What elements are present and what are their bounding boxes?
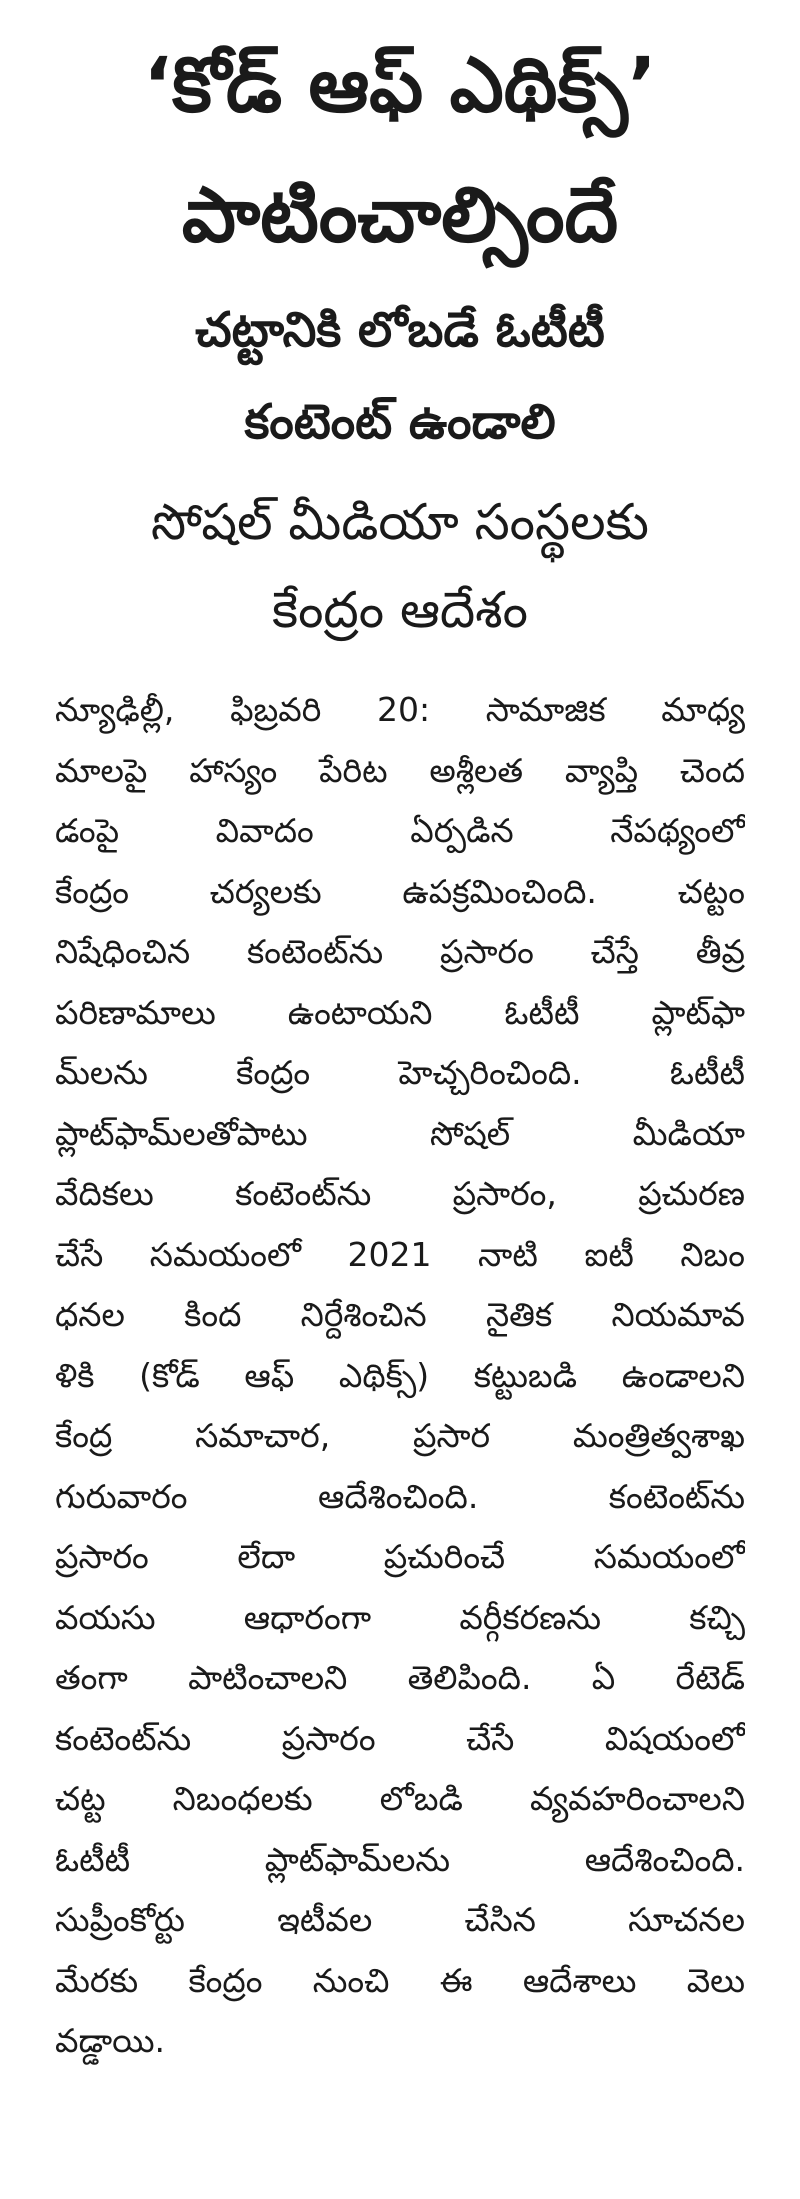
- article-line: గురువారం ఆదేశించింది. కంటెంట్‌ను: [55, 1476, 745, 1516]
- article-line: మేరకు కేంద్రం నుంచి ఈ ఆదేశాలు వెలు: [55, 1960, 745, 2000]
- article-line: వడ్డాయి.: [55, 2021, 166, 2060]
- article-line: ఓటీటీ ప్లాట్‌ఫామ్‌లను ఆదేశించింది.: [55, 1839, 745, 1879]
- article-line: సుప్రీంకోర్టు ఇటీవల చేసిన సూచనల: [55, 1900, 745, 1939]
- article-body: [55, 680, 745, 2072]
- article-line: ళికి (కోడ్ ఆఫ్ ఎథిక్స్) కట్టుబడి ఉండాలని: [55, 1355, 745, 1395]
- article-line: మాలపై హాస్యం పేరిట అశ్లీలత వ్యాప్తి చెంద: [55, 750, 745, 790]
- article-line: ప్లాట్‌ఫామ్‌లతోపాటు సోషల్ మీడియా: [55, 1113, 745, 1153]
- article-line: ప్రసారం లేదా ప్రచురించే సమయంలో: [55, 1537, 745, 1576]
- article-line: చట్ట నిబంధలకు లోబడి వ్యవహరించాలని: [55, 1779, 745, 1818]
- article-line: మ్‌లను కేంద్రం హెచ్చరించింది. ఓటీటీ: [55, 1053, 745, 1092]
- subheadline-line-2: కంటెంట్ ఉండాలి: [244, 394, 556, 450]
- article-line: కేంద్రం చర్యలకు ఉపక్రమించింది. చట్టం: [55, 871, 745, 911]
- article-line: కేంద్ర సమాచార, ప్రసార మంత్రిత్వశాఖ: [55, 1416, 745, 1455]
- headline-main-line-1: ‘కోడ్ ఆఫ్ ఎథిక్స్’: [143, 40, 657, 129]
- subheadline-line-1: చట్టానికి లోబడే ఓటీటీ: [195, 302, 605, 358]
- article-line: ధనల కింద నిర్దేశించిన నైతిక నియమావ: [55, 1295, 745, 1334]
- headline-main-line-2: పాటించాల్సిందే: [181, 170, 619, 259]
- article-line: కంటెంట్‌ను ప్రసారం చేసే విషయంలో: [55, 1718, 745, 1758]
- article-line: తంగా పాటించాలని తెలిపింది. ఏ రేటెడ్: [55, 1658, 745, 1697]
- article-line: వేదికలు కంటెంట్‌ను ప్రసారం, ప్రచురణ: [55, 1174, 745, 1213]
- article-line: డంపై వివాదం ఏర్పడిన నేపథ్యంలో: [55, 811, 745, 850]
- article-line: పరిణామాలు ఉంటాయని ఓటీటీ ప్లాట్‌ఫా: [55, 992, 745, 1032]
- deck-line-1: సోషల్ మీడియా సంస్థలకు: [151, 493, 649, 551]
- article-line: న్యూఢిల్లీ, ఫిబ్రవరి 20: సామాజిక మాధ్య: [55, 690, 745, 729]
- deck-line-2: కేంద్రం ఆదేశం: [271, 581, 529, 639]
- article-line: వయసు ఆధారంగా వర్గీకరణను కచ్చి: [55, 1597, 745, 1637]
- article-line: చేసే సమయంలో 2021 నాటి ఐటీ నిబం: [55, 1234, 745, 1274]
- article-line: నిషేధించిన కంటెంట్‌ను ప్రసారం చేస్తే తీవ్ర: [55, 932, 745, 971]
